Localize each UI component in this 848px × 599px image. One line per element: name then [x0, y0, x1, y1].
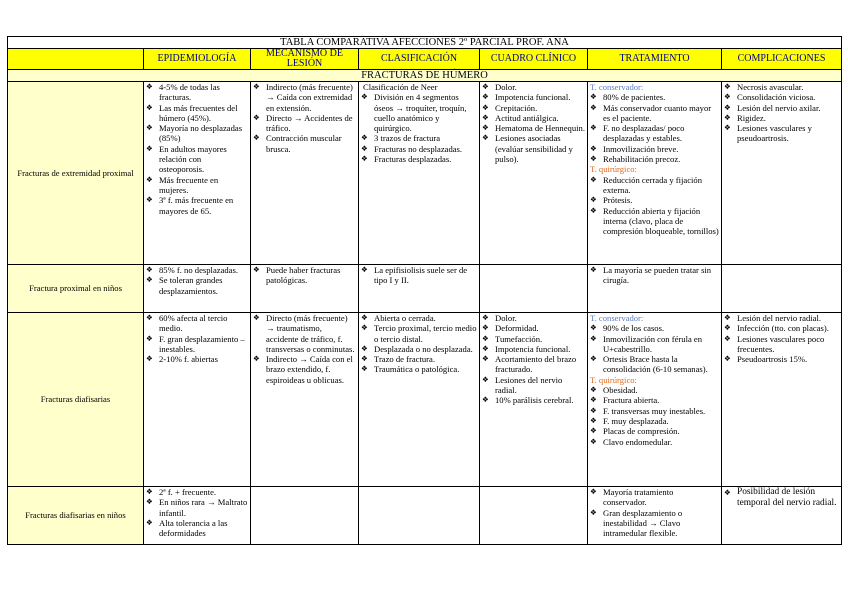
list-item: ❖ 60% afecta al tercio medio.	[146, 313, 248, 334]
list-item: ❖ Posibilidad de lesión temporal del nervio radial.	[724, 487, 839, 510]
list-item: ❖ Acortamiento del brazo fracturado.	[482, 354, 585, 375]
row-heading: Fractura proximal en niños	[8, 265, 144, 313]
quirurgico-label: T. quirúrgico:	[590, 374, 637, 385]
list-item: ❖ Más conservador cuanto mayor es el paciente.	[590, 103, 719, 124]
cell-cuadro-clinico	[480, 265, 588, 313]
list-item: ❖ En adultos mayores relación con osteoporosis.	[146, 144, 248, 175]
list-item: ❖ Consolidación viciosa.	[724, 92, 839, 102]
list-item: ❖ F. muy desplazada.	[590, 416, 719, 426]
list-item: ❖ Pseudoartrosis 15%.	[724, 354, 839, 364]
list-item: ❖ Gran desplazamiento o inestabilidad → Clavo intramedular flexible.	[590, 508, 719, 539]
conservador-label: T. conservador:	[590, 82, 644, 92]
list-item: ❖ Lesión del nervio radial.	[724, 313, 839, 323]
list-item: ❖ Necrosis avascular.	[724, 82, 839, 92]
bullet-list	[253, 265, 356, 286]
cell-cuadro-clinico	[480, 487, 588, 545]
list-item: ❖ Lesiones del nervio radial.	[482, 375, 585, 396]
header-complicaciones: COMPLICACIONES	[722, 49, 842, 70]
bullet-list	[361, 313, 477, 375]
cell-mecanismo	[251, 82, 359, 265]
list-item: ❖ La epifisiolisis suele ser de tipo I y II.	[361, 265, 477, 286]
list-item: ❖ Placas de compresión.	[590, 426, 719, 436]
cell-epidemiologia	[144, 313, 251, 487]
row-heading: Fracturas de extremidad proximal	[8, 82, 144, 265]
cell-cuadro-clinico	[480, 82, 588, 265]
list-item: ❖ Dolor.	[482, 82, 585, 92]
bullet-list	[146, 313, 248, 364]
row-heading: Fracturas diafisarias en niños	[8, 487, 144, 545]
cell-epidemiologia	[144, 82, 251, 265]
list-item: ❖ Desplazada o no desplazada.	[361, 344, 477, 354]
list-item: ❖ F. gran desplazamiento – inestables.	[146, 334, 248, 355]
list-item: ❖ Alta tolerancia a las deformidades	[146, 518, 248, 539]
list-item: ❖ 3ª f. más frecuente en mayores de 65.	[146, 195, 248, 216]
bullet-list	[590, 323, 719, 374]
list-item: ❖ Traumática o patológica.	[361, 364, 477, 374]
bullet-list	[253, 82, 356, 154]
cell-complicaciones	[722, 82, 842, 265]
cell-tratamiento	[588, 265, 722, 313]
list-item: ❖ Clavo endomedular.	[590, 437, 719, 447]
list-item: ❖ Indirecto (más frecuente) → Caída con extremidad en extensión.	[253, 82, 356, 113]
list-item: ❖ Deformidad.	[482, 323, 585, 333]
header-blank	[8, 49, 144, 70]
list-item: ❖ Reducción abierta y fijación interna (clavo, placa de compresión bloqueable, tornillos)	[590, 206, 719, 237]
bullet-list	[361, 92, 477, 164]
list-item: ❖ Fracturas no desplazadas.	[361, 144, 477, 154]
cell-mecanismo	[251, 265, 359, 313]
list-item: ❖ Directo → Accidentes de tráfico.	[253, 113, 356, 134]
list-item: ❖ Fractura abierta.	[590, 395, 719, 405]
cell-clasificacion	[359, 265, 480, 313]
table-title: TABLA COMPARATIVA AFECCIONES 2º PARCIAL PROF. ANA	[8, 37, 842, 49]
bullet-list	[146, 265, 248, 296]
list-item: ❖ Rehabilitación precoz.	[590, 154, 719, 164]
cell-epidemiologia	[144, 265, 251, 313]
bullet-list	[724, 82, 839, 144]
bullet-list	[482, 82, 585, 164]
section-title: FRACTURAS DE HÚMERO	[8, 70, 842, 82]
bullet-list	[482, 313, 585, 406]
bullet-list	[361, 265, 477, 286]
list-item: ❖ Hematoma de Hennequin.	[482, 123, 585, 133]
list-item: ❖ Crepitación.	[482, 103, 585, 113]
cell-tratamiento	[588, 313, 722, 487]
bullet-list	[253, 313, 356, 385]
list-item: ❖ Mayoría tratamiento conservador.	[590, 487, 719, 508]
clasificacion-intro: Clasificación de Neer	[363, 82, 438, 92]
list-item: ❖ 90% de los casos.	[590, 323, 719, 333]
header-tratamiento: TRATAMIENTO	[588, 49, 722, 70]
header-cuadro-clinico: CUADRO CLÍNICO	[480, 49, 588, 70]
list-item: ❖ Reducción cerrada y fijación externa.	[590, 175, 719, 196]
list-item: ❖ Lesión del nervio axilar.	[724, 103, 839, 113]
cell-tratamiento	[588, 487, 722, 545]
list-item: ❖ 4-5% de todas las fracturas.	[146, 82, 248, 103]
list-item: ❖ 2ª f. + frecuente.	[146, 487, 248, 497]
list-item: ❖ Lesiones asociadas (evalúar sensibilidad y pulso).	[482, 133, 585, 164]
list-item: ❖ Dolor.	[482, 313, 585, 323]
list-item: ❖ 85% f. no desplazadas.	[146, 265, 248, 275]
bullet-list	[590, 265, 719, 286]
cell-clasificacion	[359, 82, 480, 265]
list-item: ❖ Abierta o cerrada.	[361, 313, 477, 323]
conservador-label: T. conservador:	[590, 313, 644, 323]
list-item: ❖ La mayoría se pueden tratar sin cirugía.	[590, 265, 719, 286]
cell-tratamiento	[588, 82, 722, 265]
list-item: ❖ 10% parálisis cerebral.	[482, 395, 585, 405]
list-item: ❖ Fracturas desplazadas.	[361, 154, 477, 164]
list-item: ❖ 2-10% f. abiertas	[146, 354, 248, 364]
list-item: ❖ F. no desplazadas/ poco desplazadas y estables.	[590, 123, 719, 144]
list-item: ❖ Ortesis Brace hasta la consolidación (6-10 semanas).	[590, 354, 719, 375]
table-row	[8, 313, 842, 487]
cell-complicaciones	[722, 313, 842, 487]
list-item: ❖ Puede haber fracturas patológicas.	[253, 265, 356, 286]
cell-epidemiologia	[144, 487, 251, 545]
bullet-list	[724, 313, 839, 364]
list-item: ❖ Las más frecuentes del húmero (45%).	[146, 103, 248, 124]
list-item: ❖ Tumefacción.	[482, 334, 585, 344]
bullet-list	[146, 82, 248, 216]
list-item: ❖ Trazo de fractura.	[361, 354, 477, 364]
list-item: ❖ F. transversas muy inestables.	[590, 406, 719, 416]
header-mecanismo: MECANISMO DE LESIÓN	[251, 49, 359, 70]
table-row	[8, 265, 842, 313]
cell-complicaciones	[722, 265, 842, 313]
list-item: ❖ División en 4 segmentos óseos → troquíter, troquín, cuello anatómico y quirúrgico.	[361, 92, 477, 133]
bullet-list	[590, 487, 719, 538]
cell-clasificacion	[359, 313, 480, 487]
bullet-list	[590, 385, 719, 447]
list-item: ❖ Contracción muscular brusca.	[253, 133, 356, 154]
list-item: ❖ Directo (más frecuente) → traumatismo, accidente de tráfico, f. transversas o conminutas.	[253, 313, 356, 354]
list-item: ❖ Rigidez.	[724, 113, 839, 123]
quirurgico-label: T. quirúrgico:	[590, 164, 637, 175]
header-epidemiologia: EPIDEMIOLOGÍA	[144, 49, 251, 70]
bullet-list	[590, 175, 719, 237]
table-row	[8, 82, 842, 265]
list-item: ❖ Obesidad.	[590, 385, 719, 395]
list-item: ❖ Tercio proximal, tercio medio o tercio distal.	[361, 323, 477, 344]
cell-mecanismo	[251, 313, 359, 487]
bullet-list	[724, 487, 839, 510]
list-item: ❖ Inmovilización con férula en U+cabestrillo.	[590, 334, 719, 355]
list-item: ❖ Impotencia funcional.	[482, 92, 585, 102]
list-item: ❖ 80% de pacientes.	[590, 92, 719, 102]
row-heading: Fracturas diafisarias	[8, 313, 144, 487]
bullet-list	[146, 487, 248, 538]
table-row	[8, 487, 842, 545]
list-item: ❖ Se toleran grandes desplazamientos.	[146, 275, 248, 296]
list-item: ❖ Más frecuente en mujeres.	[146, 175, 248, 196]
cell-clasificacion	[359, 487, 480, 545]
list-item: ❖ Prótesis.	[590, 195, 719, 205]
list-item: ❖ Lesiones vasculares poco frecuentes.	[724, 334, 839, 355]
list-item: ❖ Impotencia funcional.	[482, 344, 585, 354]
list-item: ❖ Actitud antiálgica.	[482, 113, 585, 123]
list-item: ❖ Inmovilización breve.	[590, 144, 719, 154]
cell-complicaciones	[722, 487, 842, 545]
bullet-list	[590, 92, 719, 164]
list-item: ❖ Indirecto → Caída con el brazo extendido, f. espiroideas u oblicuas.	[253, 354, 356, 385]
cell-cuadro-clinico	[480, 313, 588, 487]
comparison-table	[7, 36, 842, 545]
list-item: ❖ En niños rara → Maltrato infantil.	[146, 497, 248, 518]
header-clasificacion: CLASIFICACIÓN	[359, 49, 480, 70]
cell-mecanismo	[251, 487, 359, 545]
list-item: ❖ 3 trazos de fractura	[361, 133, 477, 143]
list-item: ❖ Infección (tto. con placas).	[724, 323, 839, 333]
list-item: ❖ Mayoría no desplazadas (85%)	[146, 123, 248, 144]
list-item: ❖ Lesiones vasculares y pseudoartrosis.	[724, 123, 839, 144]
